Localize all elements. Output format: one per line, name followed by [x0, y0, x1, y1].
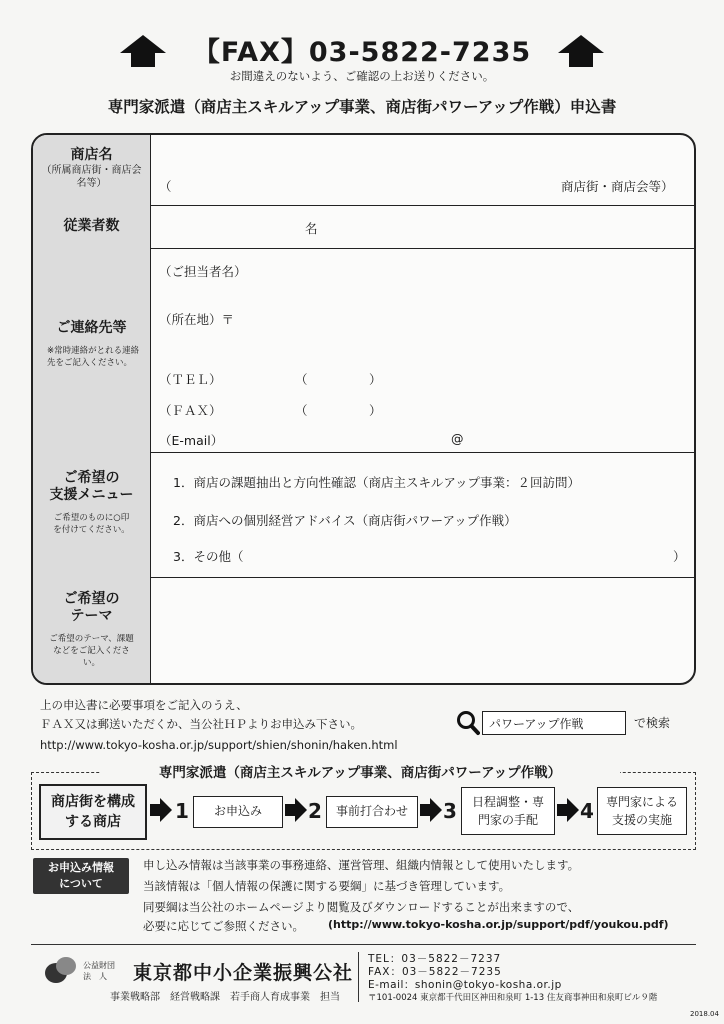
- contact-note: ※常時連絡がとれる連絡先をご記入ください。: [47, 346, 140, 368]
- flow-step-4-num: 4: [580, 799, 594, 823]
- footer-fax: FAX：03－5822－7235: [368, 966, 502, 978]
- menu-option-3[interactable]: 3．その他（: [173, 549, 244, 564]
- tel-close-paren: ）: [369, 372, 382, 387]
- contact-email-field[interactable]: [253, 426, 633, 450]
- theme-label-1: ご希望の: [63, 591, 120, 607]
- fax-open-paren: （: [295, 403, 308, 418]
- contact-tel-field[interactable]: [307, 365, 367, 389]
- privacy-line-2: 当該情報は「個人情報の保護に関する要綱」に基づき管理しています。: [143, 879, 511, 893]
- organization-logo-icon: [42, 955, 78, 985]
- flow-step-2: 事前打合わせ: [326, 796, 418, 828]
- privacy-line-1: 申し込み情報は当該事業の事務連絡、運営管理、組織内情報として使用いたします。: [143, 858, 580, 872]
- arrow-right-icon: [150, 798, 172, 822]
- store-open-paren: （: [159, 179, 172, 194]
- store-suffix: 商店街・商店会等）: [561, 179, 674, 194]
- flow-heading: 専門家派遣（商店主スキルアップ事業、商店街パワーアップ作戦）: [100, 761, 620, 781]
- privacy-line-3: 同要綱は当公社のホームページより閲覧及びダウンロードすることが出来ますので、: [143, 900, 580, 914]
- menu-option-2[interactable]: 2．商店への個別経営アドバイス（商店街パワーアップ作戦）: [173, 513, 517, 528]
- menu-option-1[interactable]: 1．商店の課題抽出と方向性確認（商店主スキルアップ事業：２回訪問）: [173, 475, 580, 490]
- fax-number-title: 【FAX】03-5822-7235: [192, 37, 532, 68]
- search-input[interactable]: パワーアップ作戦: [482, 711, 626, 735]
- privacy-line-4: 必要に応じてご参照ください。: [143, 919, 304, 933]
- employees-label: 従業者数: [63, 218, 120, 234]
- privacy-badge: [33, 858, 129, 894]
- menu-label-2: 支援メニュー: [49, 487, 134, 503]
- privacy-url[interactable]: (http://www.tokyo-kosha.or.jp/support/pdf/youkou.pdf): [328, 918, 669, 931]
- flow-step-1: お申込み: [193, 796, 283, 828]
- info-line-1: 上の申込書に必要事項をご記入のうえ、: [40, 698, 248, 712]
- info-url[interactable]: http://www.tokyo-kosha.or.jp/support/shien/shonin/haken.html: [40, 738, 398, 752]
- menu-other-field[interactable]: [273, 542, 673, 566]
- confirm-note: お間違えのないよう、ご確認の上お送りください。: [229, 69, 495, 83]
- footer-divider: [31, 944, 696, 945]
- footer-tel: TEL：03－5822－7237: [368, 953, 502, 965]
- contact-header: [33, 248, 151, 452]
- contact-person-label: （ご担当者名）: [159, 264, 247, 279]
- arrow-right-icon: [420, 798, 442, 822]
- theme-label-2: テーマ: [70, 608, 113, 624]
- theme-note: ご希望のテーマ、課題などをご記入ください。: [49, 634, 134, 668]
- contact-address-field[interactable]: [243, 305, 663, 329]
- contact-label: ご連絡先等: [56, 320, 127, 336]
- store-name-sub: （所属商店街・商店会名等）: [41, 165, 142, 189]
- arrow-right-icon: [285, 798, 307, 822]
- search-suffix: で検索: [634, 716, 671, 730]
- organization-name: 東京都中小企業振興公社: [133, 962, 354, 984]
- flow-step-4: 専門家による支援の実施: [597, 787, 687, 835]
- email-at: @: [451, 431, 464, 446]
- arrow-right-icon: [557, 798, 579, 822]
- flow-step-3-num: 3: [443, 799, 457, 823]
- menu-label-1: ご希望の: [63, 470, 120, 486]
- org-kind-line-2: 法 人: [83, 972, 107, 981]
- tel-open-paren: （: [295, 372, 308, 387]
- privacy-badge-line-2: について: [59, 877, 103, 890]
- search-icon: [456, 710, 480, 736]
- contact-fax-field[interactable]: [307, 396, 367, 420]
- contact-email-label: （E-mail）: [159, 433, 224, 448]
- org-kind-line-1: 公益財団: [83, 961, 115, 970]
- version-code: 2018.04: [690, 1010, 719, 1018]
- flow-start: 商店街を構成する商店: [39, 784, 147, 840]
- contact-address-label: （所在地）〒: [159, 312, 235, 327]
- footer-address: 〒101-0024 東京都千代田区神田和泉町 1-13 住友商事神田和泉町ビル９階: [368, 993, 658, 1003]
- menu-note: ご希望のものに○印を付けてください。: [53, 513, 130, 535]
- employees-unit: 名: [305, 221, 318, 236]
- department: 事業戦略部 経営戦略課 若手商人育成事業 担当: [110, 992, 340, 1003]
- employees-field[interactable]: [163, 211, 303, 241]
- store-name-header: [33, 135, 151, 205]
- contact-fax-label: （ＦＡＸ）: [159, 403, 222, 418]
- form-title: 専門家派遣（商店主スキルアップ事業、商店街パワーアップ作戦）申込書: [107, 98, 617, 116]
- theme-field[interactable]: [157, 583, 687, 679]
- menu-other-close-paren: ）: [673, 549, 686, 564]
- store-name-label: 商店名: [70, 147, 113, 163]
- fax-close-paren: ）: [369, 403, 382, 418]
- menu-header: [33, 452, 151, 577]
- flow-step-2-num: 2: [308, 799, 322, 823]
- privacy-badge-line-1: お申込み情報: [48, 861, 114, 874]
- flow-step-3: 日程調整・専門家の手配: [461, 787, 555, 835]
- contact-divider: [358, 952, 359, 1002]
- employees-header: [33, 205, 151, 248]
- store-name-field[interactable]: [173, 171, 553, 197]
- org-kind: [83, 960, 115, 982]
- theme-header: [33, 577, 151, 685]
- footer-email[interactable]: E-mail：shonin@tokyo-kosha.or.jp: [368, 979, 562, 991]
- application-form: [31, 133, 696, 685]
- info-line-2: ＦＡＸ又は郵送いただくか、当公社ＨＰよりお申込み下さい。: [40, 717, 362, 731]
- contact-person-field[interactable]: [263, 257, 663, 281]
- flow-step-1-num: 1: [175, 799, 189, 823]
- contact-tel-label: （ＴＥＬ）: [159, 372, 222, 387]
- search-box: [456, 708, 686, 738]
